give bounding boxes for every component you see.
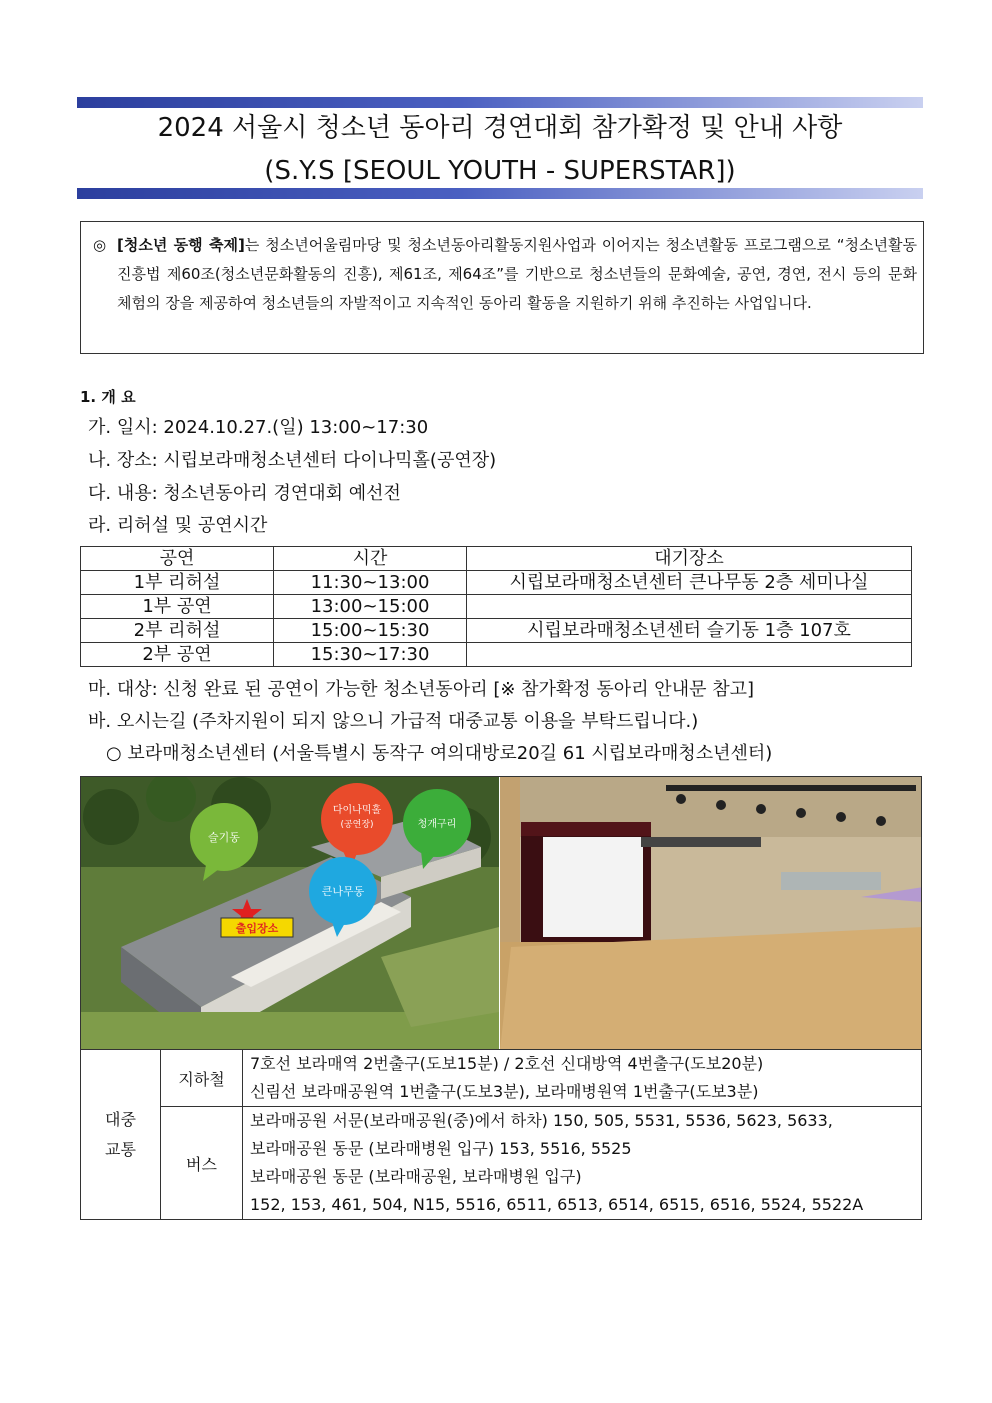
subway-label: 지하철 xyxy=(161,1050,243,1107)
intro-text xyxy=(117,231,917,318)
bus-line: 152, 153, 461, 504, N15, 5516, 6511, 6513, 6514, 6515, 6516, 5524, 5522A xyxy=(250,1195,864,1214)
table-cell: 11:30~13:00 xyxy=(274,571,467,595)
table-cell: 시립보라매청소년센터 슬기동 1층 107호 xyxy=(467,619,912,643)
photos-svg xyxy=(81,777,922,1050)
table-cell: 2부 공연 xyxy=(81,643,274,667)
overview-content: 다. 내용: 청소년동아리 경연대회 예선전 xyxy=(88,483,401,504)
overview-schedule: 라. 리허설 및 공연시간 xyxy=(88,515,268,536)
map-label-cheonggae: 청개구리 xyxy=(417,819,457,830)
photo-panel xyxy=(80,776,922,1050)
section-heading: 1. 개 요 xyxy=(80,388,136,406)
schedule-table xyxy=(80,546,912,667)
table-cell: 15:00~15:30 xyxy=(274,619,467,643)
map-label-dynamic: 다이나믹홀 xyxy=(332,805,382,816)
table-row xyxy=(81,619,912,643)
table-cell xyxy=(467,643,912,667)
map-label-keunnamu: 큰나무동 xyxy=(321,885,365,898)
intro-body: 는 청소년어울림마당 및 청소년동아리활동지원사업과 이어지는 청소년활동 프로그램으로 “청소년활동진흥법 제60조(청소년문화활동의 진흥), 제61조, 제64조”를 기반으로 청소년들의 문화예술, 공연, 경연, 전시 등의 문화 체험의 장을 제공하여 청소년들의 자발적이고 지속적인 동아리 활동을 지원하기 위해 추진하는 사업입니다. xyxy=(117,236,917,312)
bus-info xyxy=(243,1107,922,1220)
table-row xyxy=(81,1107,922,1220)
subway-line: 7호선 보라매역 2번출구(도보15분) / 2호선 신대방역 4번출구(도보20분) xyxy=(250,1054,764,1073)
table-header: 공연 xyxy=(81,547,274,571)
table-cell: 1부 공연 xyxy=(81,595,274,619)
table-row xyxy=(81,571,912,595)
table-cell: 15:30~17:30 xyxy=(274,643,467,667)
hall-photo-image xyxy=(500,777,922,1050)
transport-table xyxy=(80,1049,922,1220)
map-label-entrance: 출입장소 xyxy=(235,922,279,935)
intro-box xyxy=(80,221,924,354)
table-cell: 1부 리허설 xyxy=(81,571,274,595)
table-header-row xyxy=(81,547,912,571)
top-rule xyxy=(77,97,923,108)
table-header: 대기장소 xyxy=(467,547,912,571)
table-row xyxy=(81,643,912,667)
transport-category xyxy=(81,1050,161,1220)
category-line: 교통 xyxy=(105,1139,136,1159)
table-cell: 13:00~15:00 xyxy=(274,595,467,619)
table-cell xyxy=(467,595,912,619)
map-label-seulgi: 슬기동 xyxy=(208,831,240,844)
map-label-dynamic-sub: (공연장) xyxy=(340,820,374,830)
subway-line: 신림선 보라매공원역 1번출구(도보3분), 보라매병원역 1번출구(도보3분) xyxy=(250,1082,759,1101)
overview-address: ○ 보라매청소년센터 (서울특별시 동작구 여의대방로20길 61 시립보라매청소년센터) xyxy=(106,743,773,764)
double-circle-icon: ◎ xyxy=(93,236,107,254)
page-title: 2024 서울시 청소년 동아리 경연대회 참가확정 및 안내 사항 xyxy=(157,113,843,143)
bus-line: 보라매공원 동문 (보라매병원 입구) 153, 5516, 5525 xyxy=(250,1139,632,1158)
category-line: 대중 xyxy=(105,1109,136,1129)
overview-target: 마. 대상: 신청 완료 된 공연이 가능한 청소년동아리 [※ 참가확정 동아리 안내문 참고] xyxy=(88,679,754,700)
overview-date: 가. 일시: 2024.10.27.(일) 13:00~17:30 xyxy=(88,417,429,438)
overview-directions: 바. 오시는길 (주차지원이 되지 않으니 가급적 대중교통 이용을 부탁드립니다.) xyxy=(88,711,699,732)
bus-line: 보라매공원 동문 (보라매공원, 보라매병원 입구) xyxy=(250,1167,582,1186)
table-cell: 시립보라매청소년센터 큰나무동 2층 세미나실 xyxy=(467,571,912,595)
table-cell: 2부 리허설 xyxy=(81,619,274,643)
bottom-rule xyxy=(77,188,923,199)
table-row xyxy=(81,1050,922,1107)
table-row xyxy=(81,595,912,619)
bus-label: 버스 xyxy=(161,1107,243,1220)
intro-bold: [청소년 동행 축제] xyxy=(117,236,245,254)
overview-place: 나. 장소: 시립보라매청소년센터 다이나믹홀(공연장) xyxy=(88,450,497,471)
subway-info xyxy=(243,1050,922,1107)
bus-line: 보라매공원 서문(보라매공원(중)에서 하차) 150, 505, 5531, 5536, 5623, 5633, xyxy=(250,1111,833,1130)
table-header: 시간 xyxy=(274,547,467,571)
page-subtitle: (S.Y.S [SEOUL YOUTH - SUPERSTAR]) xyxy=(264,156,736,186)
